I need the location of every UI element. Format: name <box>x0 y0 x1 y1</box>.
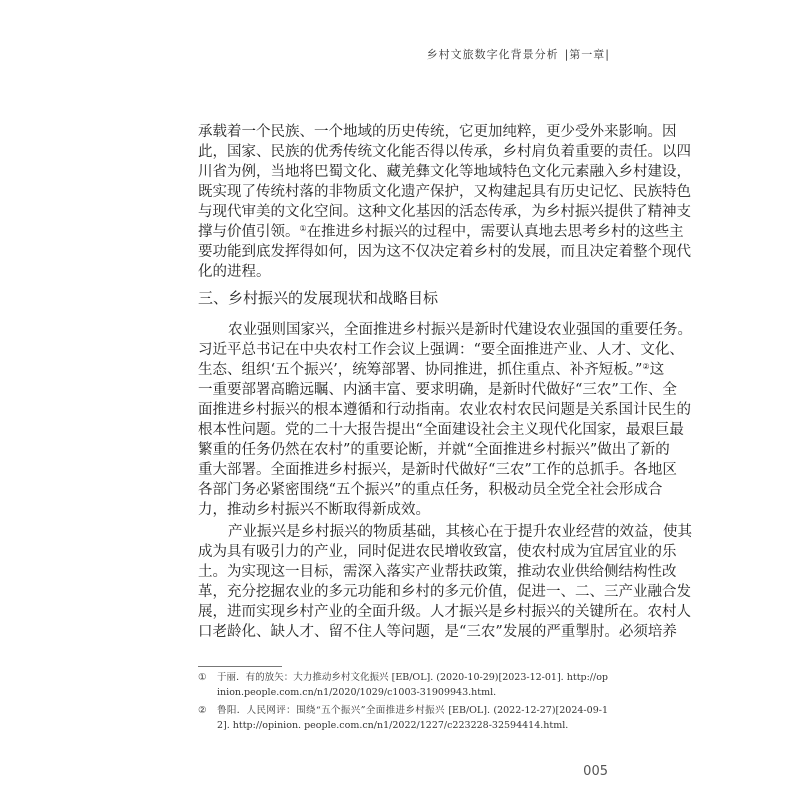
text-line: 土。为实现这一目标，需深入落实产业帮扶政策，推动农业供给侧结构性改 <box>198 564 677 580</box>
text-line: 繁重的任务仍然在农村”的重要论断，并就“全面推进乡村振兴”做出了新的 <box>198 442 670 458</box>
footnote-text: 于丽．有的放矢：大力推动乡村文化振兴 [EB/OL]. (2020-10-29)[2023-12-01]. http://opinion.people.com.cn/n1/2020/1029/c1003-31909943.html. <box>217 672 608 698</box>
footnote-text: 鲁阳．人民网评：围绕“五个振兴”全面推进乡村振兴 [EB/OL]. (2022-12-27)[2024-09-12]. http://opinion. people.com.cn/n1/2022/1227/c223228-32594414.html. <box>217 705 608 731</box>
text-segment: 生态、组织‘五个振兴’，统筹部署、协同推进，抓住重点、补齐短板。” <box>198 362 643 378</box>
text-line: 根本性问题。党的二十大报告提出“全面建设社会主义现代化国家，最艰巨最 <box>198 422 684 438</box>
text-line: 各部门务必紧密围绕“五个振兴”的重点任务，积极动员全党全社会形成合 <box>198 482 663 498</box>
paragraph-2 <box>198 320 692 520</box>
footnote-divider <box>198 666 282 667</box>
text-line: 一重要部署高瞻远瞩、内涵丰富、要求明确，是新时代做好“三农”工作、全 <box>198 382 677 398</box>
text-line: 承载着一个民族、一个地域的历史传统，它更加纯粹，更少受外来影响。因 <box>198 124 677 140</box>
text-line: 与现代审美的文化空间。这种文化基因的活态传承，为乡村振兴提供了精神支 <box>198 204 691 220</box>
section-heading: 三、乡村振兴的发展现状和战略目标 <box>198 289 439 307</box>
text-segment: 这 <box>649 362 665 378</box>
text-line: 化的进程。 <box>198 264 271 280</box>
running-header <box>427 48 610 62</box>
footnote-1 <box>198 670 608 700</box>
text-segment: 在推进乡村振兴的过程中，需要认真地去思考乡村的这些主 <box>306 224 684 240</box>
text-line: 农业强则国家兴，全面推进乡村振兴是新时代建设农业强国的重要任务。 <box>228 322 692 338</box>
text-line: 重大部署。全面推进乡村振兴，是新时代做好“三农”工作的总抓手。各地区 <box>198 462 677 478</box>
text-line <box>198 222 684 242</box>
page-number: 005 <box>583 764 608 779</box>
running-header-title: 乡村文旅数字化背景分析 <box>426 48 559 61</box>
footnote-ref-2[interactable]: ② <box>642 362 650 371</box>
footnote-number: ① <box>198 672 207 683</box>
text-line: 产业振兴是乡村振兴的物质基础，其核心在于提升农业经营的效益，使其 <box>228 524 692 540</box>
text-line: 习近平总书记在中央农村工作会议上强调：“要全面推进产业、人才、文化、 <box>198 342 684 358</box>
text-line: 既实现了传统村落的非物质文化遗产保护，又构建起具有历史记忆、民族特色 <box>198 184 691 200</box>
paragraph-1 <box>198 122 691 282</box>
text-line: 成为具有吸引力的产业，同时促进农民增收致富，使农村成为宜居宜业的乐 <box>198 544 677 560</box>
paragraph-3 <box>198 522 692 642</box>
running-header-chapter: |第一章| <box>564 48 610 61</box>
text-column <box>198 122 692 733</box>
text-segment: 撑与价值引领。 <box>198 224 300 240</box>
text-line: 此，国家、民族的优秀传统文化能否得以传承，乡村肩负着重要的责任。以四 <box>198 144 691 160</box>
footnote-ref-1[interactable]: ① <box>299 224 307 233</box>
text-line: 展，进而实现乡村产业的全面升级。人才振兴是乡村振兴的关键所在。农村人 <box>198 604 691 620</box>
text-line: 力，推动乡村振兴不断取得新成效。 <box>198 502 430 518</box>
text-line: 口老龄化、缺人才、留不住人等问题，是“三农”发展的严重掣肘。必须培养 <box>198 624 677 640</box>
footnote-number: ② <box>198 705 207 716</box>
text-line: 川省为例，当地将巴蜀文化、藏羌彝文化等地域特色文化元素融入乡村建设， <box>198 164 691 180</box>
text-line: 面推进乡村振兴的根本遵循和行动指南。农业农村农民问题是关系国计民生的 <box>198 402 691 418</box>
text-line: 革，充分挖掘农业的多元功能和乡村的多元价值，促进一、二、三产业融合发 <box>198 584 691 600</box>
footnote-2 <box>198 703 608 733</box>
text-line: 要功能到底发挥得如何，因为这不仅决定着乡村的发展，而且决定着整个现代 <box>198 244 691 260</box>
text-line <box>198 360 665 380</box>
